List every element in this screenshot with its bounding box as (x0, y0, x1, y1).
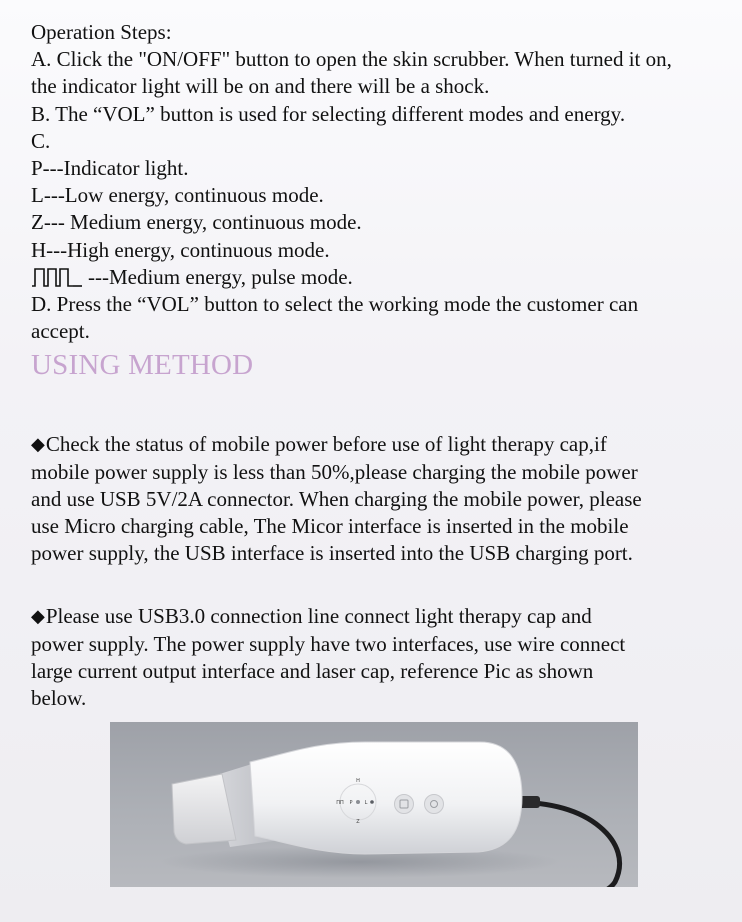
device-body (250, 742, 522, 854)
square-pulse-wave-icon (31, 266, 83, 288)
usage-paragraph-2-line: ◆ Please use USB3.0 connection line connect light therapy cap and (31, 603, 731, 630)
svg-text:H: H (356, 778, 360, 784)
mode-h: H---High energy, continuous mode. (31, 237, 330, 262)
usage-paragraph-1-line: mobile power supply is less than 50%,please charging the mobile power (31, 459, 638, 484)
svg-text:P: P (349, 800, 353, 806)
mode-l: L---Low energy, continuous mode. (31, 183, 324, 208)
mode-p: P---Indicator light. (31, 156, 189, 181)
step-a-line-2: the indicator light will be on and there will be a shock. (31, 74, 490, 99)
svg-text:L: L (364, 800, 368, 806)
mode-pulse-text: ---Medium energy, pulse mode. (88, 264, 353, 289)
power-button (425, 795, 444, 814)
mode-z: Z--- Medium energy, continuous mode. (31, 210, 362, 235)
usage-paragraph-1-line: use Micro charging cable, The Micor interface is inserted in the mobile (31, 514, 629, 539)
cable-icon (512, 802, 620, 887)
svg-text:ΠΠ: ΠΠ (336, 800, 344, 806)
using-method-heading: USING METHOD (31, 349, 254, 382)
diamond-bullet-icon: ◆ (31, 434, 45, 455)
svg-text:Z: Z (356, 819, 360, 825)
usage-paragraph-2-line: large current output interface and laser cap, reference Pic as shown (31, 658, 594, 683)
usage-paragraph-1 (31, 431, 731, 567)
usage-paragraph-1-line: power supply, the USB interface is inserted into the USB charging port. (31, 541, 633, 566)
vol-button (395, 795, 414, 814)
step-d-line-2: accept. (31, 319, 90, 344)
step-d-line-1: D. Press the “VOL” button to select the working mode the customer can (31, 292, 639, 317)
step-c: C. (31, 128, 51, 153)
document-page (31, 19, 731, 712)
skin-scrubber-device-photo (110, 722, 638, 887)
step-b: B. The “VOL” button is used for selecting different modes and energy. (31, 101, 626, 126)
usage-paragraph-2-line: power supply. The power supply have two interfaces, use wire connect (31, 631, 626, 656)
operation-title: Operation Steps: (31, 20, 172, 44)
mode-pulse-row (31, 264, 731, 291)
step-a-line-1: A. Click the "ON/OFF" button to open the skin scrubber. When turned it on, (31, 47, 672, 72)
usage-paragraph-1-line: and use USB 5V/2A connector. When charging the mobile power, please (31, 486, 642, 511)
diamond-bullet-icon: ◆ (31, 606, 45, 627)
usage-paragraph-2-line: below. (31, 686, 87, 711)
usage-paragraph-1-line: ◆ Check the status of mobile power before use of light therapy cap,if (31, 431, 731, 458)
usage-paragraph-2 (31, 603, 731, 712)
